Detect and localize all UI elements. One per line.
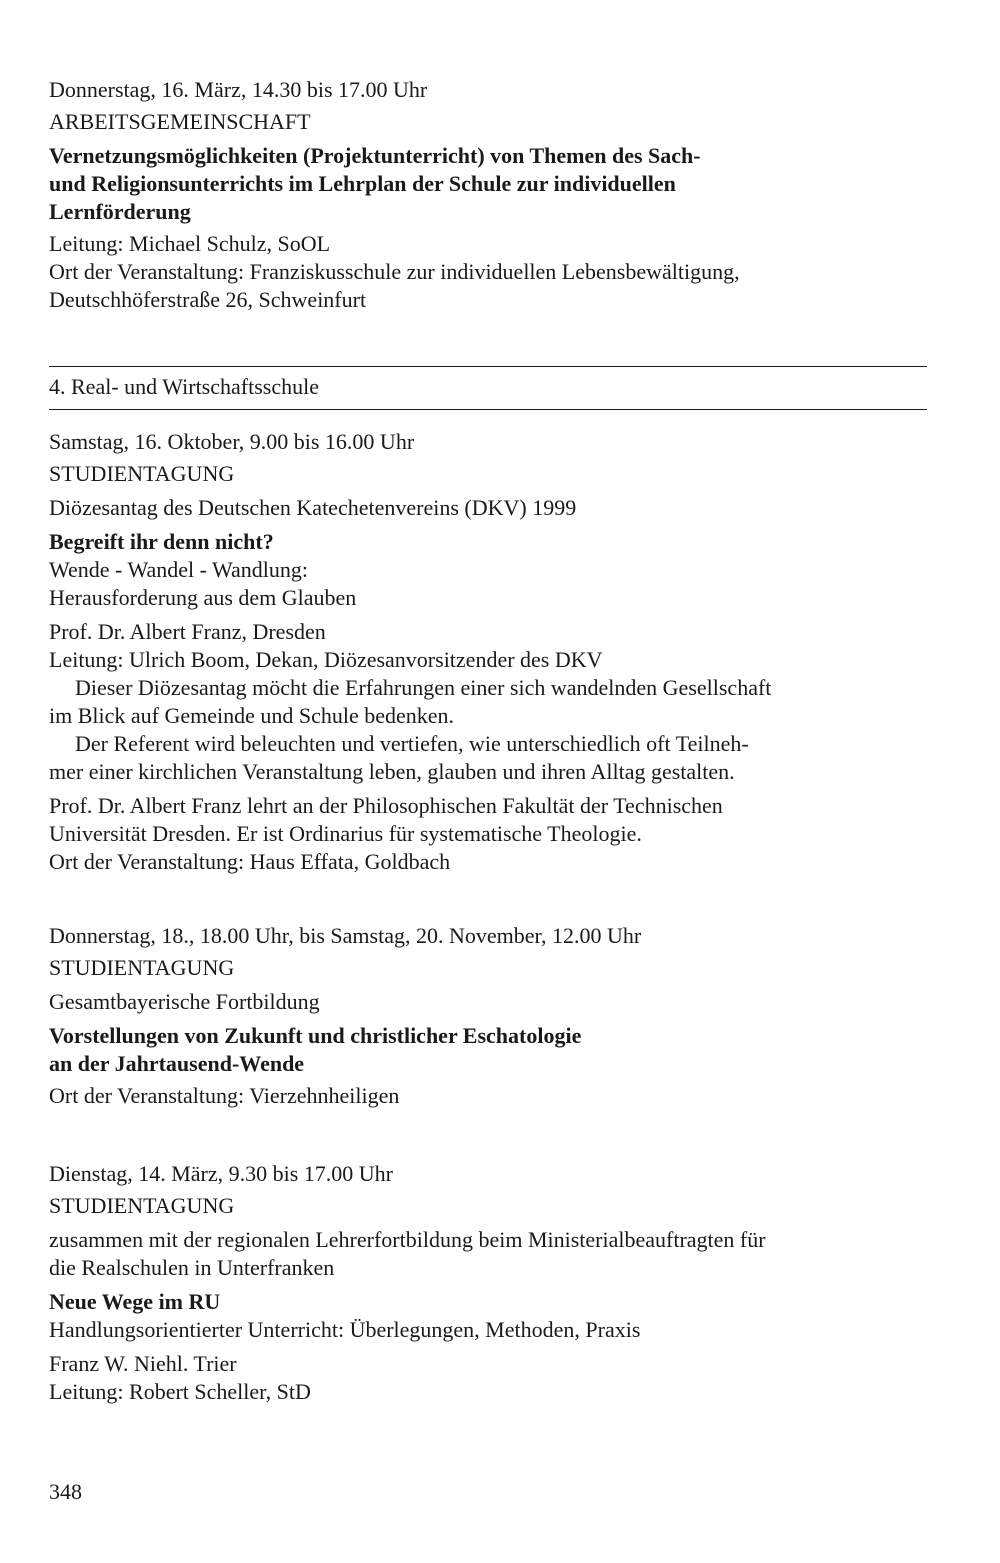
paragraph-line: Der Referent wird beleuchten und vertiefen, wie unterschiedlich oft Teilneh- bbox=[75, 731, 749, 756]
event-eschatologie bbox=[49, 922, 929, 1110]
event-title-line: und Religionsunterrichts im Lehrplan der Schule zur individuellen bbox=[49, 171, 676, 196]
event-ort: Ort der Veranstaltung: Haus Effata, Goldbach bbox=[49, 849, 451, 874]
event-subtitle: Diözesantag des Deutschen Katechetenvereins (DKV) 1999 bbox=[49, 495, 577, 520]
event-title-line: Vernetzungsmöglichkeiten (Projektunterricht) von Themen des Sach- bbox=[49, 143, 701, 168]
paragraph-line: mer einer kirchlichen Veranstaltung leben, glauben und ihren Alltag gestalten. bbox=[49, 759, 735, 784]
section-header bbox=[49, 366, 929, 410]
event-subtitle: Gesamtbayerische Fortbildung bbox=[49, 989, 320, 1014]
divider-top bbox=[49, 366, 927, 367]
event-type: STUDIENTAGUNG bbox=[49, 461, 235, 486]
event-dkv bbox=[49, 428, 929, 876]
event-type: STUDIENTAGUNG bbox=[49, 955, 235, 980]
event-date: Samstag, 16. Oktober, 9.00 bis 16.00 Uhr bbox=[49, 429, 415, 454]
event-title-line: an der Jahrtausend-Wende bbox=[49, 1051, 305, 1076]
event-date: Dienstag, 14. März, 9.30 bis 17.00 Uhr bbox=[49, 1161, 394, 1186]
event-date: Donnerstag, 16. März, 14.30 bis 17.00 Uhr bbox=[49, 77, 428, 102]
event-intro-line: zusammen mit der regionalen Lehrerfortbildung beim Ministerialbeauftragten für bbox=[49, 1227, 766, 1252]
event-type: ARBEITSGEMEINSCHAFT bbox=[49, 109, 311, 134]
event-title-line: Vorstellungen von Zukunft und christlicher Eschatologie bbox=[49, 1023, 582, 1048]
document-page bbox=[49, 76, 929, 1406]
event-subtitle-line: Herausforderung aus dem Glauben bbox=[49, 585, 357, 610]
event-intro-line: die Realschulen in Unterfranken bbox=[49, 1255, 335, 1280]
bio-line: Universität Dresden. Er ist Ordinarius für systematische Theologie. bbox=[49, 821, 642, 846]
event-type: STUDIENTAGUNG bbox=[49, 1193, 235, 1218]
event-subtitle-line: Wende - Wandel - Wandlung: bbox=[49, 557, 309, 582]
event-leitung: Leitung: Ulrich Boom, Dekan, Diözesanvorsitzender des DKV bbox=[49, 647, 603, 672]
event-leitung: Leitung: Robert Scheller, StD bbox=[49, 1379, 311, 1404]
event-date: Donnerstag, 18., 18.00 Uhr, bis Samstag, 20. November, 12.00 Uhr bbox=[49, 923, 642, 948]
event-title: Begreift ihr denn nicht? bbox=[49, 529, 274, 554]
event-title: Neue Wege im RU bbox=[49, 1289, 221, 1314]
event-ru bbox=[49, 1160, 929, 1406]
page-number: 348 bbox=[49, 1479, 82, 1504]
section-heading: 4. Real- und Wirtschaftsschule bbox=[49, 374, 319, 399]
event-speaker: Franz W. Niehl. Trier bbox=[49, 1351, 237, 1376]
event-speaker: Prof. Dr. Albert Franz, Dresden bbox=[49, 619, 326, 644]
paragraph-line: im Blick auf Gemeinde und Schule bedenken. bbox=[49, 703, 455, 728]
event-arbeitsgemeinschaft bbox=[49, 76, 929, 314]
event-ort: Ort der Veranstaltung: Vierzehnheiligen bbox=[49, 1083, 400, 1108]
event-ort: Ort der Veranstaltung: Franziskusschule zur individuellen Lebensbewältigung, bbox=[49, 259, 740, 284]
bio-line: Prof. Dr. Albert Franz lehrt an der Philosophischen Fakultät der Technischen bbox=[49, 793, 723, 818]
event-title-line: Lernförderung bbox=[49, 199, 191, 224]
event-ort-address: Deutschhöferstraße 26, Schweinfurt bbox=[49, 287, 367, 312]
event-leitung: Leitung: Michael Schulz, SoOL bbox=[49, 231, 331, 256]
event-subtitle: Handlungsorientierter Unterricht: Überlegungen, Methoden, Praxis bbox=[49, 1317, 641, 1342]
divider-bottom bbox=[49, 409, 927, 410]
paragraph-line: Dieser Diözesantag möcht die Erfahrungen einer sich wandelnden Gesellschaft bbox=[75, 675, 772, 700]
